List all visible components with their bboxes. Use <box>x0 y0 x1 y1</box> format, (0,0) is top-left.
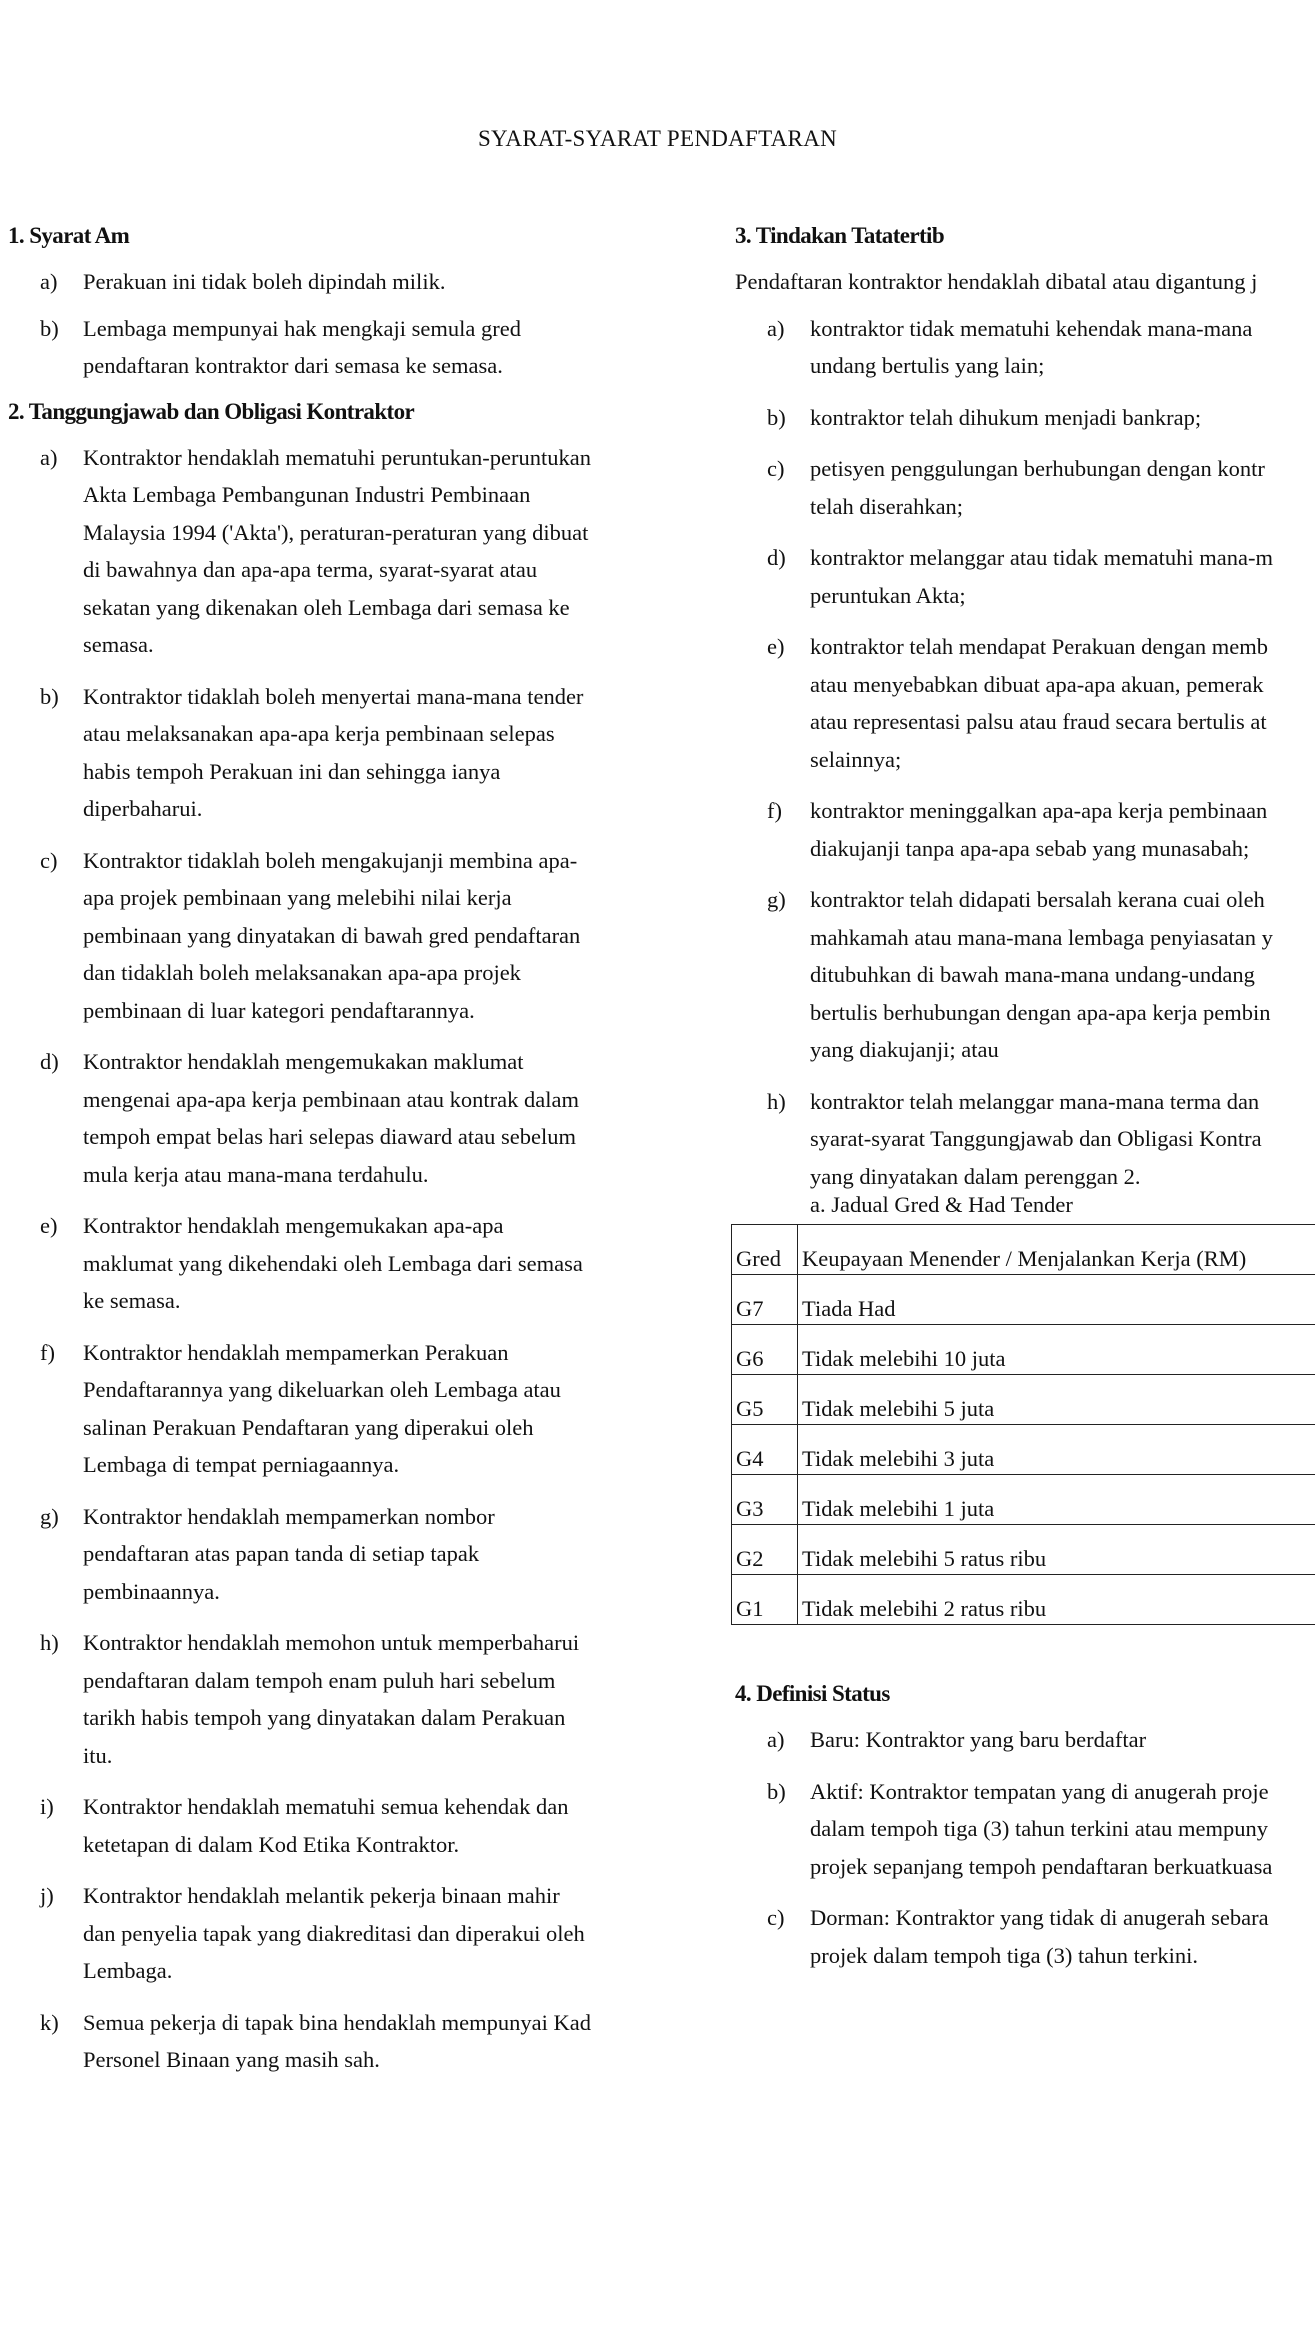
item-text: Kontraktor tidaklah boleh mengakujanji membina apa- apa projek pembinaan yang melebihi nilai kerja pembinaan yang dinyatakan di bawah gred pendaftaran dan tidaklah boleh melaksanakan apa-apa projek pembinaan di luar kategori pendaftarannya. <box>83 847 581 1023</box>
list-item <box>8 1624 658 1774</box>
section-4-heading: 4. Definisi Status <box>735 1681 890 1706</box>
grade-cell: G1 <box>732 1575 798 1625</box>
item-text: Kontraktor hendaklah mempamerkan Perakuan Pendaftarannya yang dikeluarkan oleh Lembaga atau salinan Perakuan Pendaftaran yang diperakui oleh Lembaga di tempat perniagaannya. <box>83 1339 561 1477</box>
item-text: kontraktor melanggar atau tidak mematuhi mana-m peruntukan Akta; <box>810 545 1273 608</box>
item-label: h) <box>40 1630 59 1655</box>
list-item <box>8 263 658 301</box>
table-row <box>732 1425 1315 1475</box>
item-label: d) <box>40 1049 59 1074</box>
table-header-row <box>732 1225 1315 1275</box>
grade-cell: G3 <box>732 1475 798 1525</box>
item-label: i) <box>40 1794 54 1819</box>
list-item <box>735 881 1315 1069</box>
item-text: Aktif: Kontraktor tempatan yang di anugerah proje dalam tempoh tiga (3) tahun terkini atau mempuny projek sepanjang tempoh pendaftaran berkuatkuasa <box>810 1778 1273 1879</box>
item-text: Baru: Kontraktor yang baru berdaftar <box>810 1727 1147 1752</box>
item-text: Kontraktor hendaklah memohon untuk memperbaharui pendaftaran dalam tempoh enam puluh hari sebelum tarikh habis tempoh yang dinyatakan dalam Perakuan itu. <box>83 1630 580 1768</box>
item-label: e) <box>767 634 785 659</box>
item-label: c) <box>767 1905 785 1930</box>
item-label: h) <box>767 1088 786 1114</box>
item-text: Kontraktor hendaklah mengemukakan maklumat mengenai apa-apa kerja pembinaan atau kontrak dalam tempoh empat belas hari selepas diaward atau sebelum mula kerja atau mana-mana terdahulu. <box>83 1049 580 1187</box>
item-label: b) <box>767 1778 786 1804</box>
list-item <box>735 310 1315 385</box>
item-text: Kontraktor hendaklah mematuhi peruntukan-peruntukan Akta Lembaga Pembangunan Industri Pembinaan Malaysia 1994 ('Akta'), peraturan-peraturan yang dibuat di bawahnya dan apa-apa terma, syarat-syarat atau sekatan yang dikenakan oleh Lembaga dari semasa ke semasa. <box>83 444 591 657</box>
section-2-list <box>8 439 658 2079</box>
table-caption: a. Jadual Gred & Had Tender <box>810 1192 1073 1217</box>
item-label: a) <box>767 1727 785 1752</box>
item-label: a) <box>40 269 58 294</box>
item-label: c) <box>40 847 58 873</box>
item-text: Kontraktor hendaklah melantik pekerja binaan mahir dan penyelia tapak yang diakreditasi dan diperakui oleh Lembaga. <box>83 1883 585 1983</box>
item-text: Kontraktor hendaklah mengemukakan apa-apa maklumat yang dikehendaki oleh Lembaga dari semasa ke semasa. <box>83 1213 583 1313</box>
item-text: Kontraktor hendaklah mempamerkan nombor pendaftaran atas papan tanda di setiap tapak pembinaannya. <box>83 1503 495 1604</box>
grade-cell: G5 <box>732 1375 798 1425</box>
list-item <box>735 1721 1315 1759</box>
item-label: a) <box>40 444 58 470</box>
header-gred: Gred <box>732 1225 798 1275</box>
list-item <box>8 439 658 664</box>
list-item <box>8 842 658 1030</box>
list-item <box>735 792 1315 867</box>
list-item <box>8 1207 658 1320</box>
document-title: SYARAT-SYARAT PENDAFTARAN <box>477 126 838 151</box>
section-3-intro: Pendaftaran kontraktor hendaklah dibatal atau digantung j <box>735 269 1258 294</box>
section-1-heading: 1. Syarat Am <box>8 223 130 248</box>
table-row <box>732 1325 1315 1375</box>
table-row <box>732 1275 1315 1325</box>
item-text: kontraktor telah dihukum menjadi bankrap; <box>810 404 1202 430</box>
grade-cell: G4 <box>732 1425 798 1475</box>
list-item <box>8 310 658 385</box>
item-text: Dorman: Kontraktor yang tidak di anugerah sebara projek dalam tempoh tiga (3) tahun terkini. <box>810 1905 1269 1968</box>
item-text: Semua pekerja di tapak bina hendaklah mempunyai Kad Personel Binaan yang masih sah. <box>83 2009 591 2072</box>
grade-table <box>731 1224 1315 1625</box>
capacity-cell: Tidak melebihi 5 juta <box>798 1375 1315 1425</box>
table-row <box>732 1475 1315 1525</box>
left-column <box>8 218 658 2079</box>
table-row <box>732 1525 1315 1575</box>
right-column <box>735 218 1315 1195</box>
item-label: b) <box>40 683 59 709</box>
list-item <box>8 678 658 828</box>
capacity-cell: Tidak melebihi 2 ratus ribu <box>798 1575 1315 1625</box>
item-label: g) <box>40 1503 59 1529</box>
item-text: Lembaga mempunyai hak mengkaji semula gred pendaftaran kontraktor dari semasa ke semasa. <box>83 315 521 378</box>
table-row <box>732 1375 1315 1425</box>
item-label: j) <box>40 1883 54 1908</box>
item-label: f) <box>767 798 782 823</box>
list-item <box>735 628 1315 778</box>
list-item <box>735 1083 1315 1196</box>
section-4-list <box>735 1721 1315 1974</box>
capacity-cell: Tidak melebihi 3 juta <box>798 1425 1315 1475</box>
list-item <box>735 450 1315 525</box>
item-text: petisyen penggulungan berhubungan dengan kontr telah diserahkan; <box>810 456 1265 519</box>
grade-cell: G7 <box>732 1275 798 1325</box>
item-label: a) <box>767 315 785 341</box>
item-text: kontraktor telah melanggar mana-mana terma dan syarat-syarat Tanggungjawab dan Obligasi Kontra yang dinyatakan dalam perenggan 2. <box>810 1088 1262 1189</box>
grade-cell: G2 <box>732 1525 798 1575</box>
item-text: Kontraktor tidaklah boleh menyertai mana-mana tender atau melaksanakan apa-apa kerja pembinaan selepas habis tempoh Perakuan ini dan sehingga ianya diperbaharui. <box>83 683 584 821</box>
list-item <box>8 2004 658 2079</box>
item-label: g) <box>767 887 786 912</box>
list-item <box>8 1043 658 1193</box>
header-capacity: Keupayaan Menender / Menjalankan Kerja (RM) <box>798 1225 1315 1275</box>
item-label: f) <box>40 1339 55 1365</box>
grade-cell: G6 <box>732 1325 798 1375</box>
item-label: d) <box>767 545 786 570</box>
item-text: Kontraktor hendaklah mematuhi semua kehendak dan ketetapan di dalam Kod Etika Kontraktor. <box>83 1794 569 1857</box>
item-label: e) <box>40 1213 58 1238</box>
item-text: kontraktor tidak mematuhi kehendak mana-mana undang bertulis yang lain; <box>810 315 1253 378</box>
table-row <box>732 1575 1315 1625</box>
item-label: b) <box>40 315 59 341</box>
item-text: Perakuan ini tidak boleh dipindah milik. <box>83 269 446 294</box>
item-label: k) <box>40 2009 59 2035</box>
list-item <box>8 1334 658 1484</box>
capacity-cell: Tidak melebihi 1 juta <box>798 1475 1315 1525</box>
list-item <box>735 539 1315 614</box>
capacity-cell: Tiada Had <box>798 1275 1315 1325</box>
capacity-cell: Tidak melebihi 5 ratus ribu <box>798 1525 1315 1575</box>
item-text: kontraktor meninggalkan apa-apa kerja pembinaan diakujanji tanpa apa-apa sebab yang munasabah; <box>810 798 1268 861</box>
capacity-cell: Tidak melebihi 10 juta <box>798 1325 1315 1375</box>
list-item <box>8 1877 658 1990</box>
section-3-list <box>735 310 1315 1196</box>
list-item <box>735 1773 1315 1886</box>
item-label: c) <box>767 456 785 481</box>
list-item <box>735 1899 1315 1974</box>
list-item <box>8 1788 658 1863</box>
section-4 <box>735 1676 1315 1974</box>
section-2-heading: 2. Tanggungjawab dan Obligasi Kontraktor <box>8 398 415 424</box>
section-3-heading: 3. Tindakan Tatatertib <box>735 223 945 248</box>
item-text: kontraktor telah didapati bersalah kerana cuai oleh mahkamah atau mana-mana lembaga penyiasatan y ditubuhkan di bawah mana-mana undang-undang bertulis berhubungan dengan apa-apa kerja pembin yang diakujanji; atau <box>810 887 1273 1062</box>
list-item <box>8 1498 658 1611</box>
item-text: kontraktor telah mendapat Perakuan dengan memb atau menyebabkan dibuat apa-apa akuan, pemerak atau representasi palsu atau fraud secara bertulis at selainnya; <box>810 634 1268 772</box>
list-item <box>735 399 1315 437</box>
item-label: b) <box>767 404 786 430</box>
